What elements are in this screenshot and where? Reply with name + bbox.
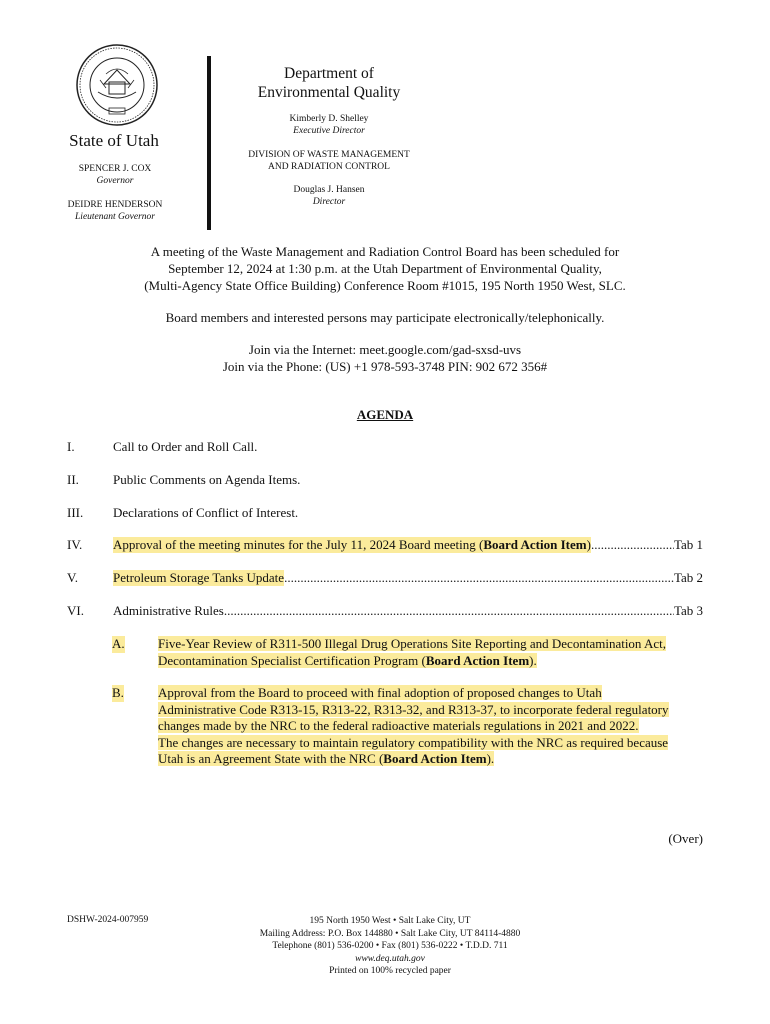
- agenda-item-5: [67, 570, 703, 588]
- agenda-item-4: [67, 537, 703, 555]
- subitem-line: The changes are necessary to maintain regulatory compatibility with the NRC as required because: [158, 734, 669, 750]
- subitem-line: Administrative Code R313-15, R313-22, R313-32, and R313-37, to incorporate federal regulatory: [158, 701, 669, 717]
- leader-dots: [284, 570, 674, 586]
- item-number: III.: [67, 505, 84, 520]
- subitem-line: changes made by the NRC to the federal radioactive materials regulations in 2021 and 2022.: [158, 718, 639, 733]
- item-number: VI.: [67, 603, 84, 618]
- agenda-item-3: [67, 505, 703, 523]
- subitem-close: ).: [529, 652, 537, 668]
- agenda-item-2: [67, 472, 703, 490]
- agenda-subitem-b: [112, 685, 704, 769]
- state-seal-logo: [76, 44, 158, 126]
- notice-line-2: September 12, 2024 at 1:30 p.m. at the Utah Department of Environmental Quality,: [168, 261, 602, 276]
- item-text: Declarations of Conflict of Interest.: [113, 505, 299, 520]
- meeting-notice: [60, 243, 710, 294]
- item-text: Call to Order and Roll Call.: [113, 439, 258, 454]
- footer-recycled-note: Printed on 100% recycled paper: [329, 966, 451, 976]
- board-action-label: Board Action Item: [425, 652, 530, 668]
- letterhead-divider: [207, 56, 211, 230]
- join-phone: Join via the Phone: (US) +1 978-593-3748 PIN: 902 672 356#: [222, 359, 548, 374]
- subitem-text: [158, 685, 704, 768]
- board-action-label: Board Action Item: [383, 751, 487, 766]
- exec-director-name: Kimberly D. Shelley: [289, 114, 369, 124]
- join-internet-link: Join via the Internet: meet.google.com/gad-sxsd-uvs: [248, 342, 522, 357]
- department-name: [232, 64, 426, 102]
- board-action-label: Board Action Item: [483, 537, 587, 552]
- item-number: V.: [67, 570, 78, 585]
- leader-dots: [224, 603, 674, 619]
- agenda-item-1: [67, 439, 703, 457]
- item-number: II.: [67, 472, 79, 487]
- item-text-close: ): [586, 537, 591, 552]
- tab-reference: Tab 3: [673, 603, 703, 618]
- subitem-text: [158, 636, 704, 669]
- footer-website-link[interactable]: www.deq.utah.gov: [355, 953, 425, 964]
- item-text: Administrative Rules: [113, 603, 224, 618]
- director-title: Director: [312, 197, 346, 207]
- over-note: (Over): [668, 831, 703, 846]
- agenda-item-6: [67, 603, 703, 621]
- department-line-1: Department of: [284, 65, 374, 82]
- subitem-close: ).: [486, 751, 495, 766]
- notice-line-3: (Multi-Agency State Office Building) Conference Room #1015, 195 North 1950 West, SLC.: [144, 278, 626, 293]
- item-text: Petroleum Storage Tanks Update: [113, 570, 285, 585]
- division-line-1: DIVISION OF WASTE MANAGEMENT: [248, 150, 410, 160]
- subitem-line: Approval from the Board to proceed with final adoption of proposed changes to Utah: [158, 685, 602, 700]
- tab-reference: Tab 2: [673, 570, 703, 585]
- footer-address: 195 North 1950 West • Salt Lake City, UT: [309, 916, 471, 926]
- item-text: [113, 537, 591, 553]
- subitem-line: Five-Year Review of R311-500 Illegal Drug Operations Site Reporting and Decontamination Act,: [158, 636, 666, 651]
- notice-line-1: A meeting of the Waste Management and Radiation Control Board has been scheduled for: [150, 244, 620, 259]
- director-name: Douglas J. Hansen: [293, 185, 365, 195]
- item-number: IV.: [67, 537, 83, 552]
- agenda-subitem-a: [112, 636, 704, 670]
- item-text: Public Comments on Agenda Items.: [113, 472, 301, 487]
- state-name: State of Utah: [69, 131, 159, 150]
- footer-mailing: Mailing Address: P.O. Box 144880 • Salt Lake City, UT 84114-4880: [259, 928, 521, 939]
- subitem-letter: A.: [112, 636, 125, 651]
- join-info: [60, 341, 710, 375]
- item-number: I.: [67, 439, 75, 454]
- agenda-title: AGENDA: [356, 407, 414, 422]
- governor-name: SPENCER J. COX: [78, 164, 152, 174]
- footer-phone: Telephone (801) 536-0200 • Fax (801) 536-0222 • T.D.D. 711: [272, 941, 508, 951]
- participation-note: Board members and interested persons may participate electronically/telephonically.: [165, 310, 605, 325]
- division-line-2: AND RADIATION CONTROL: [268, 162, 390, 172]
- department-line-2: Environmental Quality: [257, 84, 401, 101]
- subitem-line: Decontamination Specialist Certification Program (: [158, 652, 426, 668]
- subitem-letter: B.: [112, 685, 124, 700]
- footer-contact: [220, 915, 560, 978]
- leader-dots: [591, 537, 674, 553]
- lt-governor-title: Lieutenant Governor: [75, 212, 155, 222]
- document-id: DSHW-2024-007959: [67, 915, 149, 925]
- tab-reference: Tab 1: [673, 537, 703, 552]
- governor-title: Governor: [96, 176, 134, 186]
- exec-director-title: Executive Director: [293, 126, 365, 136]
- lt-governor-name: DEIDRE HENDERSON: [67, 200, 163, 210]
- subitem-line: Utah is an Agreement State with the NRC (: [158, 751, 384, 766]
- item-text-main: Approval of the meeting minutes for the July 11, 2024 Board meeting (: [113, 537, 484, 552]
